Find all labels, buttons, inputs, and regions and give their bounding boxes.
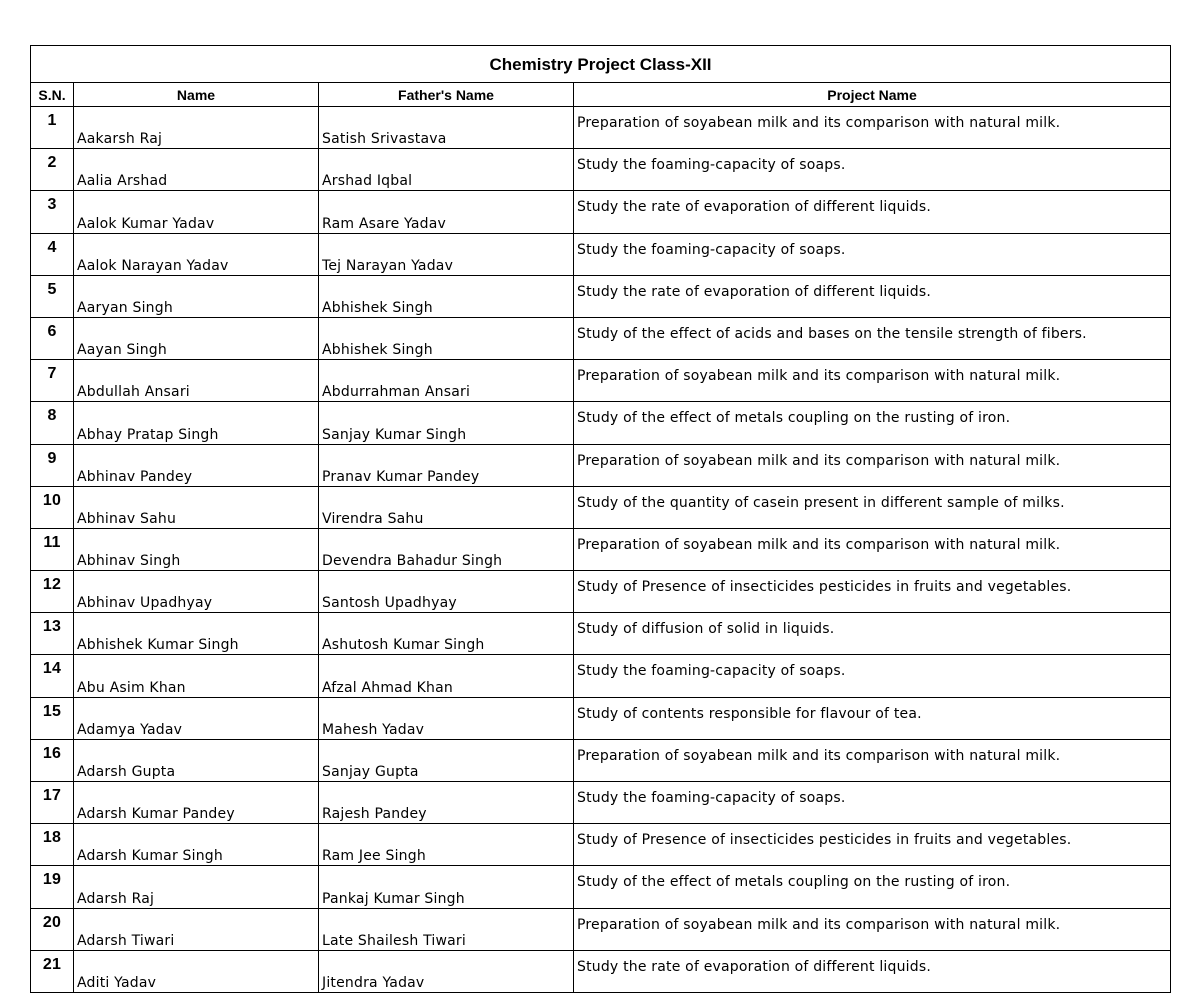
name-cell: Adarsh Tiwari	[74, 908, 319, 950]
name-cell: Aaryan Singh	[74, 275, 319, 317]
name-cell: Abhay Pratap Singh	[74, 402, 319, 444]
table-row	[31, 613, 1171, 655]
sn-cell: 4	[31, 233, 74, 275]
project-name-cell: Preparation of soyabean milk and its comparison with natural milk.	[574, 739, 1171, 781]
header-project-name: Project Name	[574, 83, 1171, 107]
father-name-cell: Afzal Ahmad Khan	[319, 655, 574, 697]
sn-cell: 16	[31, 739, 74, 781]
project-name-cell: Study the foaming-capacity of soaps.	[574, 655, 1171, 697]
project-name-cell: Study the foaming-capacity of soaps.	[574, 233, 1171, 275]
table-row	[31, 528, 1171, 570]
sn-cell: 8	[31, 402, 74, 444]
table-row	[31, 360, 1171, 402]
sn-cell: 11	[31, 528, 74, 570]
table-title: Chemistry Project Class-XII	[31, 46, 1171, 83]
name-cell: Abu Asim Khan	[74, 655, 319, 697]
father-name-cell: Santosh Upadhyay	[319, 571, 574, 613]
header-row	[31, 83, 1171, 107]
table-row	[31, 275, 1171, 317]
name-cell: Aayan Singh	[74, 317, 319, 359]
project-name-cell: Study the rate of evaporation of different liquids.	[574, 275, 1171, 317]
project-name-cell: Preparation of soyabean milk and its comparison with natural milk.	[574, 107, 1171, 149]
name-cell: Aalok Kumar Yadav	[74, 191, 319, 233]
name-cell: Adamya Yadav	[74, 697, 319, 739]
project-name-cell: Study the foaming-capacity of soaps.	[574, 149, 1171, 191]
sn-cell: 1	[31, 107, 74, 149]
table-row	[31, 824, 1171, 866]
table-row	[31, 782, 1171, 824]
father-name-cell: Sanjay Gupta	[319, 739, 574, 781]
name-cell: Aakarsh Raj	[74, 107, 319, 149]
father-name-cell: Tej Narayan Yadav	[319, 233, 574, 275]
father-name-cell: Ram Jee Singh	[319, 824, 574, 866]
table-row	[31, 697, 1171, 739]
name-cell: Aalia Arshad	[74, 149, 319, 191]
sn-cell: 13	[31, 613, 74, 655]
father-name-cell: Late Shailesh Tiwari	[319, 908, 574, 950]
sn-cell: 20	[31, 908, 74, 950]
header-sn: S.N.	[31, 83, 74, 107]
father-name-cell: Ram Asare Yadav	[319, 191, 574, 233]
father-name-cell: Sanjay Kumar Singh	[319, 402, 574, 444]
sn-cell: 12	[31, 571, 74, 613]
table-body	[31, 107, 1171, 993]
name-cell: Abhinav Sahu	[74, 486, 319, 528]
sn-cell: 21	[31, 950, 74, 992]
name-cell: Adarsh Gupta	[74, 739, 319, 781]
table-row	[31, 486, 1171, 528]
name-cell: Aditi Yadav	[74, 950, 319, 992]
project-name-cell: Study of Presence of insecticides pesticides in fruits and vegetables.	[574, 824, 1171, 866]
title-row	[31, 46, 1171, 83]
project-name-cell: Study the rate of evaporation of different liquids.	[574, 191, 1171, 233]
sn-cell: 7	[31, 360, 74, 402]
project-name-cell: Preparation of soyabean milk and its comparison with natural milk.	[574, 528, 1171, 570]
table-row	[31, 908, 1171, 950]
sn-cell: 3	[31, 191, 74, 233]
table-row	[31, 444, 1171, 486]
name-cell: Abhinav Upadhyay	[74, 571, 319, 613]
father-name-cell: Pankaj Kumar Singh	[319, 866, 574, 908]
table-row	[31, 571, 1171, 613]
header-name: Name	[74, 83, 319, 107]
father-name-cell: Mahesh Yadav	[319, 697, 574, 739]
table-row	[31, 655, 1171, 697]
father-name-cell: Virendra Sahu	[319, 486, 574, 528]
project-name-cell: Study of the effect of acids and bases on the tensile strength of fibers.	[574, 317, 1171, 359]
father-name-cell: Jitendra Yadav	[319, 950, 574, 992]
sn-cell: 6	[31, 317, 74, 359]
project-name-cell: Study the rate of evaporation of different liquids.	[574, 950, 1171, 992]
sn-cell: 19	[31, 866, 74, 908]
table-row	[31, 866, 1171, 908]
table-row	[31, 402, 1171, 444]
father-name-cell: Satish Srivastava	[319, 107, 574, 149]
name-cell: Abdullah Ansari	[74, 360, 319, 402]
name-cell: Aalok Narayan Yadav	[74, 233, 319, 275]
name-cell: Adarsh Kumar Pandey	[74, 782, 319, 824]
project-name-cell: Study of contents responsible for flavour of tea.	[574, 697, 1171, 739]
sn-cell: 10	[31, 486, 74, 528]
table-row	[31, 149, 1171, 191]
father-name-cell: Abhishek Singh	[319, 275, 574, 317]
father-name-cell: Arshad Iqbal	[319, 149, 574, 191]
sn-cell: 9	[31, 444, 74, 486]
table-row	[31, 233, 1171, 275]
father-name-cell: Rajesh Pandey	[319, 782, 574, 824]
project-table	[30, 45, 1171, 993]
header-father-name: Father's Name	[319, 83, 574, 107]
name-cell: Adarsh Raj	[74, 866, 319, 908]
table-row	[31, 317, 1171, 359]
project-name-cell: Preparation of soyabean milk and its comparison with natural milk.	[574, 908, 1171, 950]
project-name-cell: Study the foaming-capacity of soaps.	[574, 782, 1171, 824]
sn-cell: 15	[31, 697, 74, 739]
project-name-cell: Study of Presence of insecticides pesticides in fruits and vegetables.	[574, 571, 1171, 613]
project-name-cell: Preparation of soyabean milk and its comparison with natural milk.	[574, 360, 1171, 402]
sn-cell: 5	[31, 275, 74, 317]
project-name-cell: Study of the effect of metals coupling on the rusting of iron.	[574, 866, 1171, 908]
father-name-cell: Abdurrahman Ansari	[319, 360, 574, 402]
sn-cell: 18	[31, 824, 74, 866]
project-sheet	[30, 45, 1170, 993]
table-row	[31, 191, 1171, 233]
table-row	[31, 107, 1171, 149]
father-name-cell: Ashutosh Kumar Singh	[319, 613, 574, 655]
table-row	[31, 739, 1171, 781]
project-name-cell: Study of the effect of metals coupling on the rusting of iron.	[574, 402, 1171, 444]
sn-cell: 17	[31, 782, 74, 824]
table-row	[31, 950, 1171, 992]
father-name-cell: Abhishek Singh	[319, 317, 574, 359]
father-name-cell: Pranav Kumar Pandey	[319, 444, 574, 486]
project-name-cell: Study of diffusion of solid in liquids.	[574, 613, 1171, 655]
name-cell: Abhinav Pandey	[74, 444, 319, 486]
project-name-cell: Study of the quantity of casein present in different sample of milks.	[574, 486, 1171, 528]
name-cell: Abhishek Kumar Singh	[74, 613, 319, 655]
sn-cell: 2	[31, 149, 74, 191]
sn-cell: 14	[31, 655, 74, 697]
father-name-cell: Devendra Bahadur Singh	[319, 528, 574, 570]
name-cell: Abhinav Singh	[74, 528, 319, 570]
name-cell: Adarsh Kumar Singh	[74, 824, 319, 866]
project-name-cell: Preparation of soyabean milk and its comparison with natural milk.	[574, 444, 1171, 486]
